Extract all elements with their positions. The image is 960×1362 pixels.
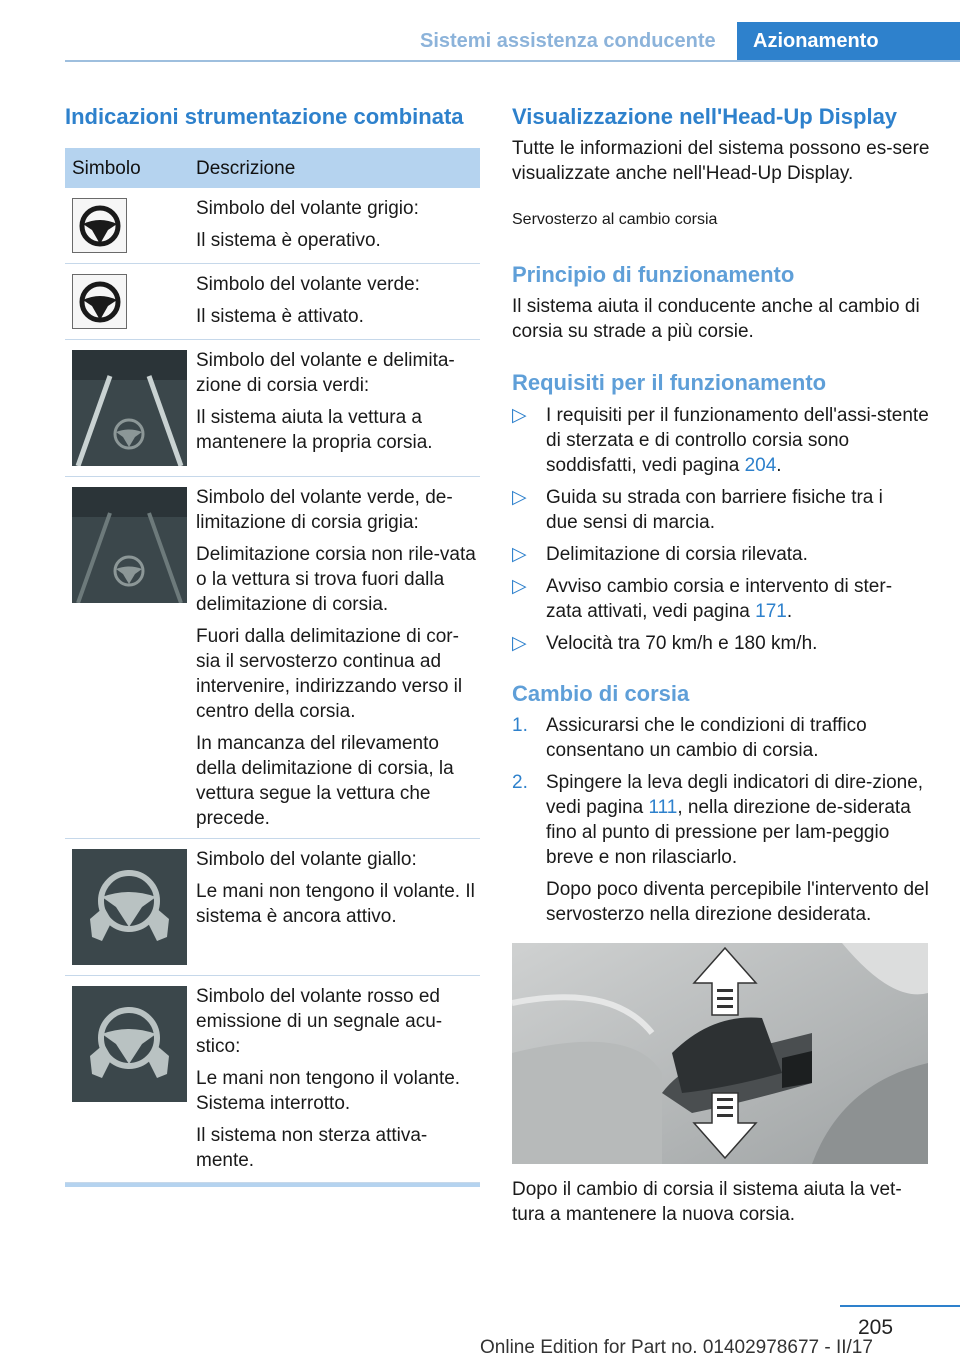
- list-item-text: Guida su strada con barriere fisiche tra i due sensi di marcia.: [546, 487, 883, 533]
- steering-wheel-lanes-green-icon: [72, 350, 187, 466]
- principle-text: Il sistema aiuta il conducente anche al cambio di corsia su strade a più corsie.: [512, 296, 920, 342]
- header-section-title: Sistemi assistenza conducente: [420, 30, 716, 52]
- table-row: [65, 976, 480, 1183]
- step-text-after: , nella direzione de-siderata fino al punto di pressione per lam-peggio breve e non rilasciarlo.: [546, 797, 911, 868]
- list-item-after: .: [776, 455, 782, 476]
- row-text: Le mani non tengono il volante. Il sistema è ancora attivo.: [196, 881, 475, 927]
- step-text: Assicurarsi che le condizioni di traffico consentano un cambio di corsia.: [546, 715, 867, 761]
- row-text: Il sistema è attivato.: [196, 306, 364, 327]
- list-item: [512, 403, 930, 485]
- row-text: Simbolo del volante grigio:: [196, 198, 419, 219]
- list-item: [512, 542, 932, 574]
- steering-wheel-hands-yellow-icon: [72, 849, 187, 965]
- row-text: Simbolo del volante giallo:: [196, 849, 417, 870]
- row-text: In mancanza del rilevamento della delimitazione di corsia, la vettura segue la vettura che precede.: [196, 733, 454, 829]
- list-item: [512, 770, 930, 927]
- servo-title: Servosterzo al cambio corsia: [512, 211, 718, 228]
- table-header: [65, 148, 480, 188]
- list-item-text: Velocità tra 70 km/h e 180 km/h.: [546, 633, 818, 654]
- step-text: Spingere la leva degli indicatori di dire-zione, vedi pagina: [546, 772, 924, 818]
- header-chapter-tab[interactable]: [737, 22, 960, 62]
- page-link[interactable]: 171: [755, 601, 787, 622]
- col-header-symbol: Simbolo: [72, 158, 141, 179]
- hud-text: Tutte le informazioni del sistema possono es-sere visualizzate anche nell'Head-Up Display.: [512, 138, 930, 184]
- footer-edition: Online Edition for Part no. 01402978677 - II/17: [480, 1337, 873, 1358]
- header-chapter-label: Azionamento: [753, 30, 879, 52]
- row-text: Fuori dalla delimitazione di cor-sia il servosterzo continua ad intervenire, indirizzando verso il centro della corsia.: [196, 626, 463, 722]
- footer-rule: [840, 1305, 960, 1307]
- requirements-title: Requisiti per il funzionamento: [512, 370, 827, 395]
- requirements-section: [512, 370, 932, 396]
- triangle-bullet-icon: ▷: [512, 487, 527, 508]
- list-item-text: I requisiti per il funzionamento dell'assi-stente di sterzata e di controllo corsia sono soddisfatti, vedi pagina: [546, 405, 929, 476]
- list-item: [512, 485, 912, 542]
- list-item: [512, 574, 912, 631]
- list-item-text: Avviso cambio corsia e intervento di ster-zata attivati, vedi pagina: [546, 576, 893, 622]
- triangle-bullet-icon: ▷: [512, 633, 527, 654]
- step-number: 2.: [512, 772, 528, 793]
- left-section-title: Indicazioni strumentazione combinata: [65, 104, 464, 129]
- table-bottom-rule: [65, 1183, 480, 1187]
- step-note: Dopo poco diventa percepibile l'intervento del servosterzo nella direzione desiderata.: [546, 879, 929, 925]
- row-text: Simbolo del volante verde, de-limitazione di corsia grigia:: [196, 487, 453, 533]
- row-text: Delimitazione corsia non rile-vata o la vettura si trova fuori dalla delimitazione di corsia.: [196, 544, 476, 615]
- row-text: Il sistema aiuta la vettura a mantenere la propria corsia.: [196, 407, 433, 453]
- hud-title: Visualizzazione nell'Head-Up Display: [512, 104, 898, 129]
- table-row: [65, 188, 480, 264]
- step-number: 1.: [512, 715, 528, 736]
- row-text: Il sistema non sterza attiva-mente.: [196, 1125, 428, 1171]
- list-item: [512, 713, 912, 770]
- table-row: [65, 340, 480, 477]
- turn-signal-lever-illustration: [512, 943, 928, 1164]
- row-text: Simbolo del volante rosso ed emissione di un segnale acu-stico:: [196, 986, 443, 1057]
- row-text: Simbolo del volante verde:: [196, 274, 420, 295]
- principle-section: [512, 262, 932, 344]
- lane-change-title: [512, 681, 932, 707]
- table-row: [65, 264, 480, 340]
- list-item-after: .: [786, 601, 793, 622]
- list-item: [512, 631, 932, 663]
- table-row: [65, 839, 480, 976]
- list-item-text: Delimitazione di corsia rilevata.: [546, 544, 808, 565]
- row-text: Il sistema è operativo.: [196, 230, 381, 251]
- lane-change-heading: Cambio di corsia: [512, 681, 690, 706]
- header-divider: [65, 60, 960, 62]
- symbol-table: [65, 148, 480, 1187]
- table-row: [65, 477, 480, 839]
- steering-wheel-lanes-grey-icon: [72, 487, 187, 603]
- row-text: Le mani non tengono il volante. Sistema interrotto.: [196, 1068, 461, 1114]
- hud-section: [512, 104, 932, 186]
- page-link[interactable]: 111: [648, 797, 678, 818]
- principle-title: Principio di funzionamento: [512, 262, 795, 287]
- steps-list: [512, 713, 932, 927]
- page-number: 205: [858, 1316, 894, 1339]
- after-change-text: Dopo il cambio di corsia il sistema aiuta la vet-tura a mantenere la nuova corsia.: [512, 1179, 902, 1225]
- steering-wheel-grey-icon: [72, 198, 127, 253]
- col-header-description: Descrizione: [196, 158, 296, 179]
- steering-wheel-green-icon: [72, 274, 127, 329]
- steering-wheel-hands-red-icon: [72, 986, 187, 1102]
- row-text: Simbolo del volante e delimita-zione di corsia verdi:: [196, 350, 455, 396]
- triangle-bullet-icon: ▷: [512, 544, 527, 565]
- triangle-bullet-icon: ▷: [512, 576, 527, 597]
- requirements-list: [512, 403, 932, 663]
- page-link[interactable]: 204: [744, 455, 777, 476]
- triangle-bullet-icon: ▷: [512, 405, 527, 426]
